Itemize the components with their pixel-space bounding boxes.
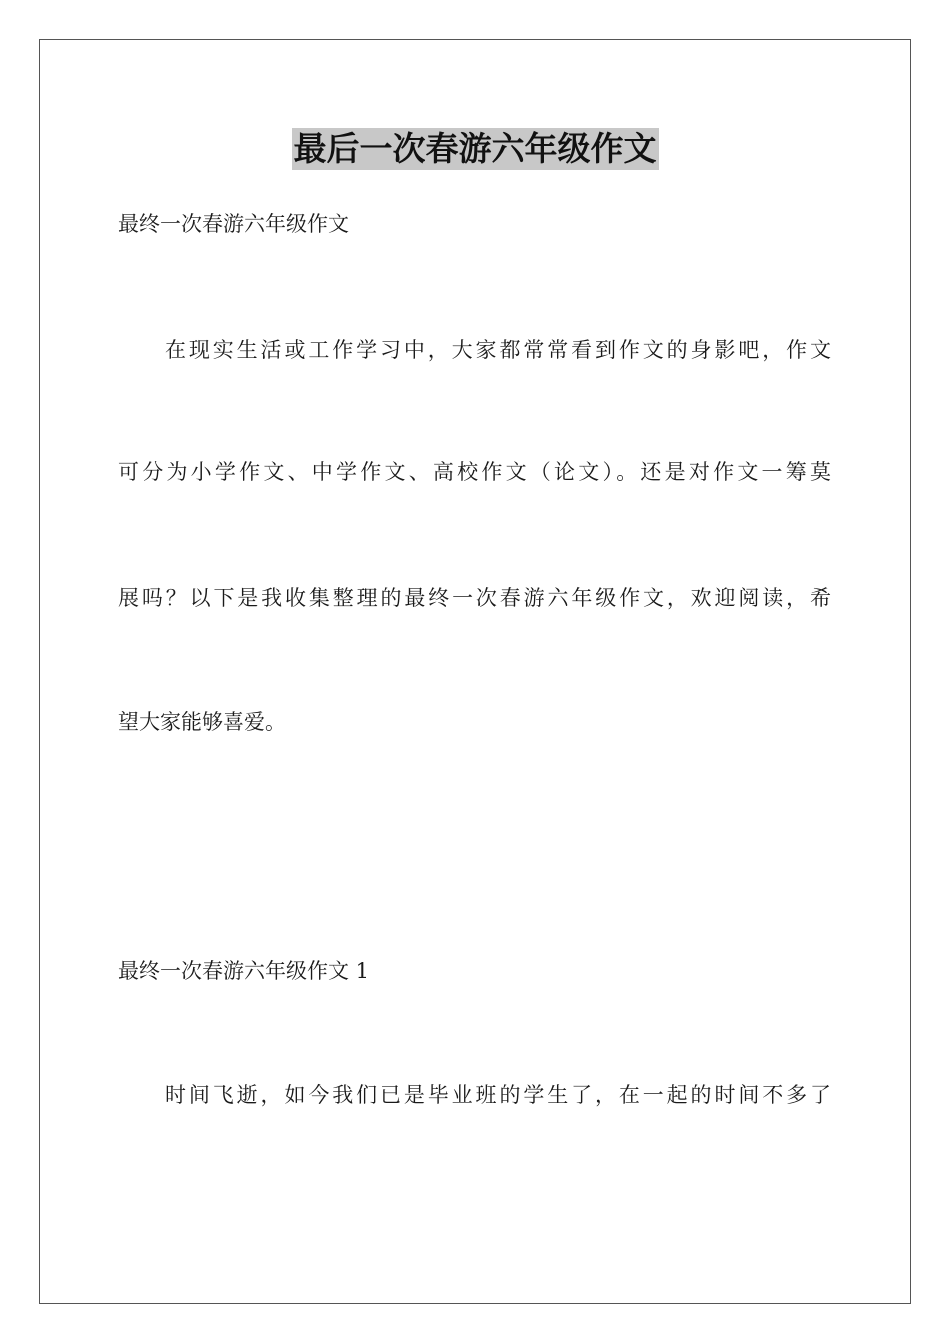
- document-title-text: 最后一次春游六年级作文: [293, 129, 657, 168]
- intro-line-1: 在现实生活或工作学习中，大家都常常看到作文的身影吧，作文: [165, 338, 831, 362]
- document-title: [0, 128, 950, 170]
- intro-line-4: 望大家能够喜爱。: [118, 710, 286, 734]
- document-subtitle: 最终一次春游六年级作文: [118, 212, 349, 236]
- section-heading: 最终一次春游六年级作文 1: [118, 959, 370, 983]
- section-paragraph-line-1: 时间飞逝，如今我们已是毕业班的学生了，在一起的时间不多了: [165, 1083, 831, 1107]
- intro-line-2: 可分为小学作文、中学作文、高校作文（论文）。还是对作文一筹莫: [118, 460, 831, 484]
- intro-line-3: 展吗？以下是我收集整理的最终一次春游六年级作文，欢迎阅读，希: [118, 586, 831, 610]
